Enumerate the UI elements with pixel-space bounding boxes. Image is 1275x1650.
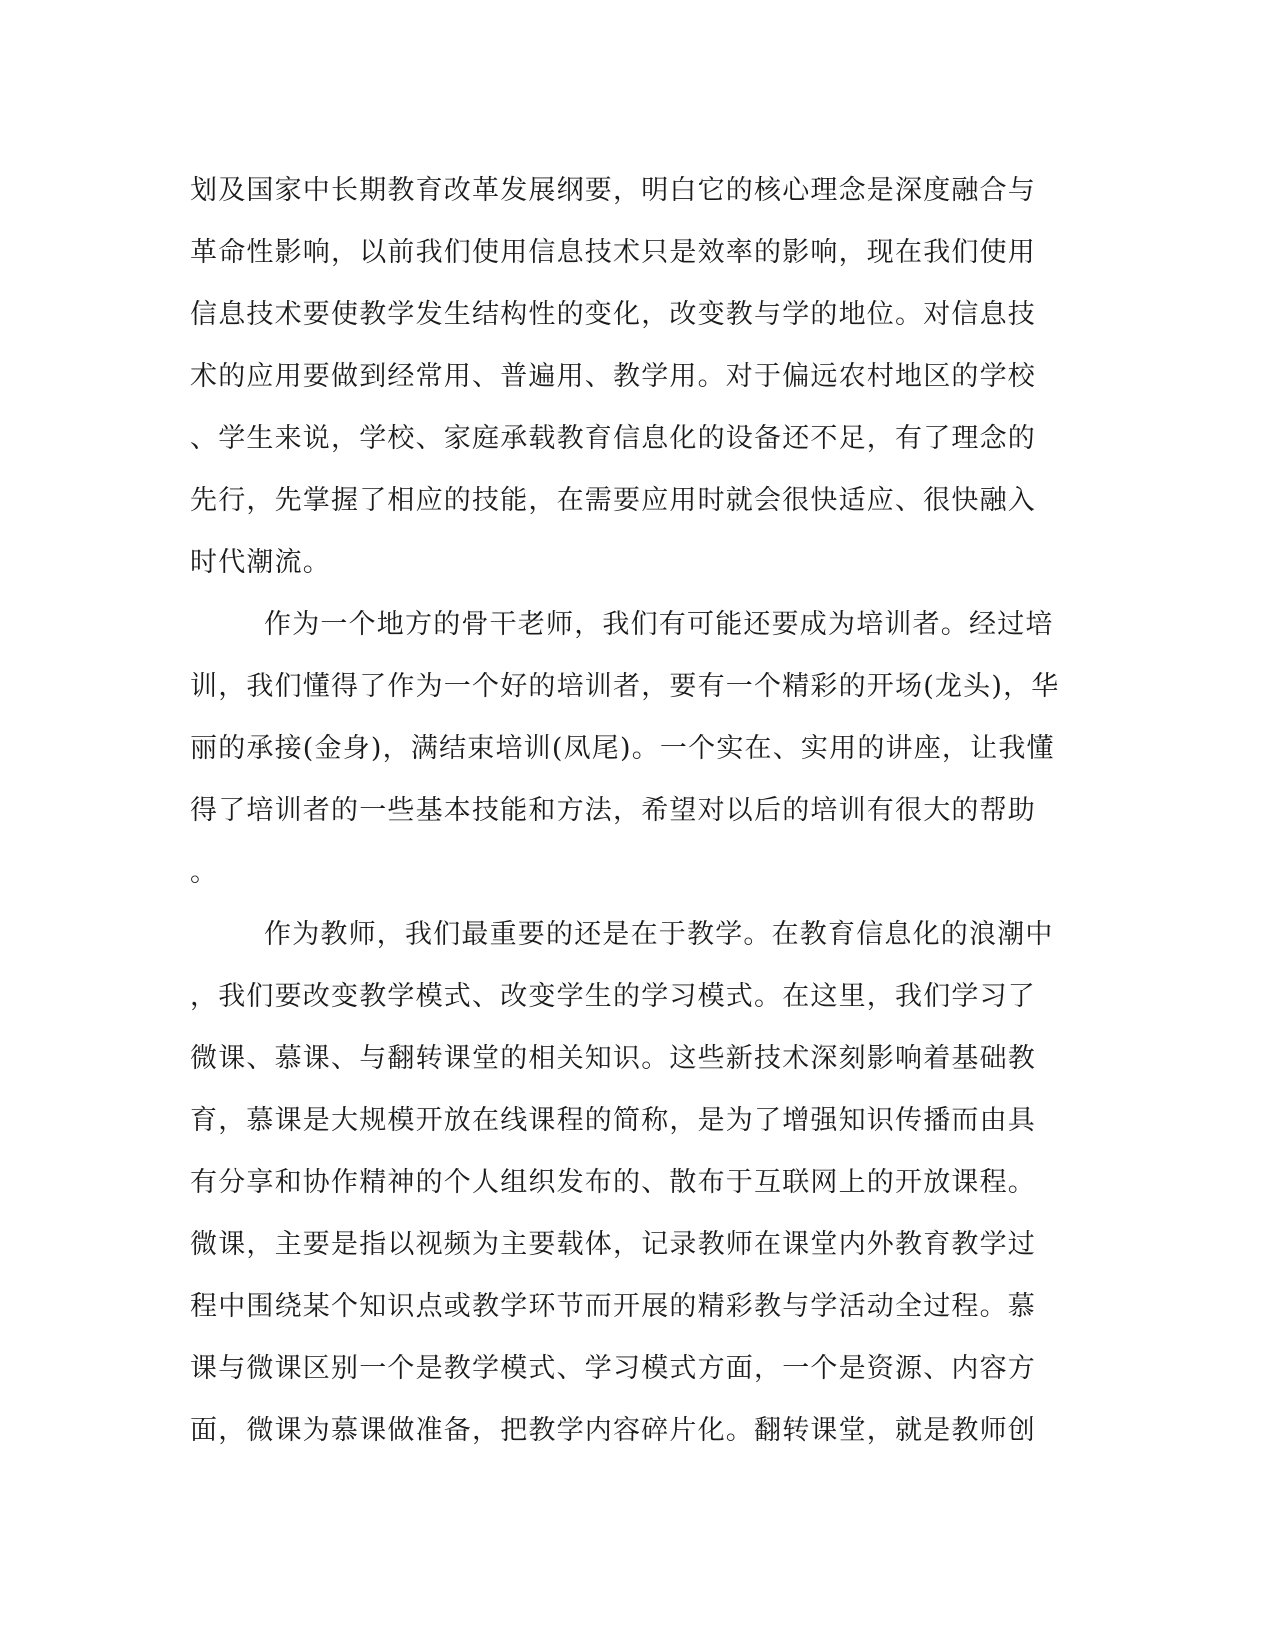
body-text bbox=[190, 160, 1090, 1462]
text-line: 有分享和协作精神的个人组织发布的、散布于互联网上的开放课程。 bbox=[190, 1167, 1036, 1198]
text-line: 程中围绕某个知识点或教学环节而开展的精彩教与学活动全过程。慕 bbox=[190, 1291, 1036, 1322]
text-line: 术的应用要做到经常用、普遍用、教学用。对于偏远农村地区的学校 bbox=[190, 361, 1036, 392]
text-line: 微课，主要是指以视频为主要载体，记录教师在课堂内外教育教学过 bbox=[190, 1229, 1036, 1260]
text-line: 。 bbox=[190, 857, 219, 888]
text-line: 育，慕课是大规模开放在线课程的简称，是为了增强知识传播而由具 bbox=[190, 1105, 1036, 1136]
paragraph-start-line: 作为教师，我们最重要的还是在于教学。在教育信息化的浪潮中 bbox=[264, 919, 1054, 950]
paragraph-start-line: 作为一个地方的骨干老师，我们有可能还要成为培训者。经过培 bbox=[264, 609, 1054, 640]
text-line: 信息技术要使教学发生结构性的变化，改变教与学的地位。对信息技 bbox=[190, 299, 1036, 330]
text-line: 微课、慕课、与翻转课堂的相关知识。这些新技术深刻影响着基础教 bbox=[190, 1043, 1036, 1074]
text-line: 得了培训者的一些基本技能和方法，希望对以后的培训有很大的帮助 bbox=[190, 795, 1036, 826]
text-line: 训，我们懂得了作为一个好的培训者，要有一个精彩的开场(龙头)，华 bbox=[190, 671, 1060, 702]
text-line: 、学生来说，学校、家庭承载教育信息化的设备还不足，有了理念的 bbox=[190, 423, 1036, 454]
text-line: 划及国家中长期教育改革发展纲要，明白它的核心理念是深度融合与 bbox=[190, 175, 1036, 206]
text-line: 丽的承接(金身)，满结束培训(凤尾)。一个实在、实用的讲座，让我懂 bbox=[190, 733, 1055, 764]
text-line: 革命性影响，以前我们使用信息技术只是效率的影响，现在我们使用 bbox=[190, 237, 1036, 268]
text-line: 课与微课区别一个是教学模式、学习模式方面，一个是资源、内容方 bbox=[190, 1353, 1036, 1384]
text-line: ，我们要改变教学模式、改变学生的学习模式。在这里，我们学习了 bbox=[190, 981, 1036, 1012]
text-line: 面，微课为慕课做准备，把教学内容碎片化。翻转课堂，就是教师创 bbox=[190, 1415, 1036, 1446]
text-line: 先行，先掌握了相应的技能，在需要应用时就会很快适应、很快融入 bbox=[190, 485, 1036, 516]
text-line: 时代潮流。 bbox=[190, 547, 331, 578]
